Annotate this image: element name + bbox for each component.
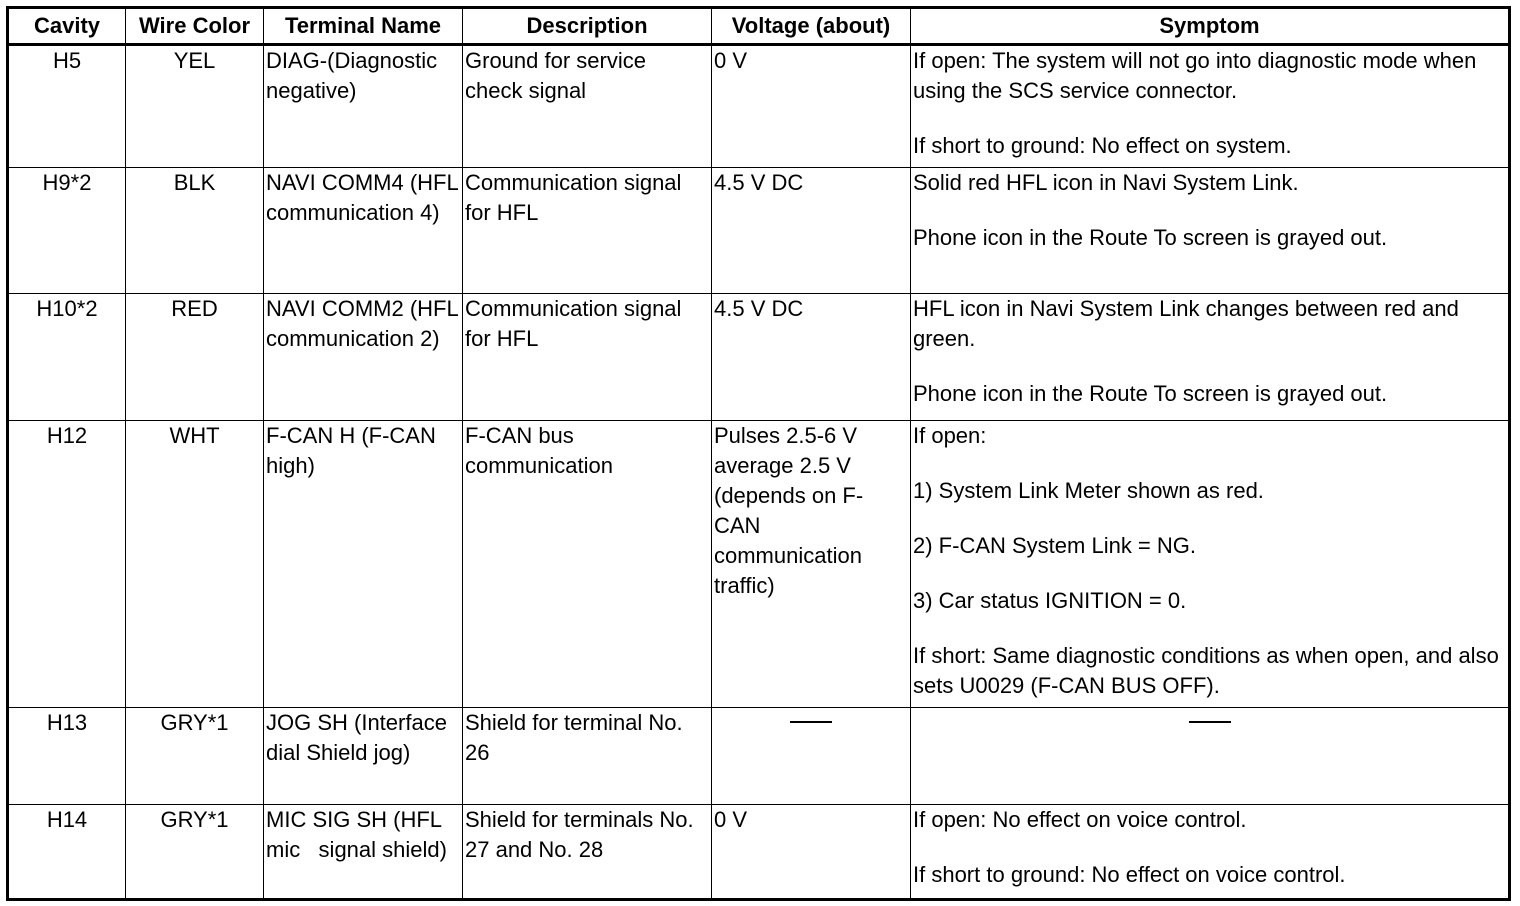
symptom-line: 3) Car status IGNITION = 0.	[913, 588, 1187, 613]
table-row	[8, 294, 1510, 421]
terminal-name-cell: JOG SH (Interface dial Shield jog)	[264, 708, 463, 805]
terminal-name-cell: DIAG-(Diagnostic negative)	[264, 45, 463, 168]
symptom-line: 1) System Link Meter shown as red.	[913, 478, 1264, 503]
wire-color-cell: BLK	[126, 168, 264, 294]
symptom-cell	[911, 294, 1510, 421]
symptom-cell	[911, 45, 1510, 168]
terminal-name-cell: MIC SIG SH (HFL mic signal shield)	[264, 805, 463, 900]
cavity-cell: H12	[8, 421, 126, 708]
description-cell: F-CAN bus communication	[463, 421, 712, 708]
voltage-cell: 4.5 V DC	[712, 294, 911, 421]
symptom-cell	[911, 708, 1510, 805]
header-row	[8, 8, 1510, 45]
not-applicable-dash	[1189, 721, 1231, 723]
cavity-cell: H14	[8, 805, 126, 900]
wire-color-cell: GRY*1	[126, 708, 264, 805]
symptom-line: Phone icon in the Route To screen is grayed out.	[913, 225, 1388, 250]
not-applicable-dash	[790, 721, 832, 723]
symptom-cell	[911, 168, 1510, 294]
header-cavity: Cavity	[8, 8, 126, 45]
cavity-cell: H9*2	[8, 168, 126, 294]
description-cell: Shield for terminal No. 26	[463, 708, 712, 805]
terminal-name-cell: NAVI COMM2 (HFL communication 2)	[264, 294, 463, 421]
cavity-cell: H5	[8, 45, 126, 168]
terminal-name-cell: NAVI COMM4 (HFL communication 4)	[264, 168, 463, 294]
wire-color-cell: GRY*1	[126, 805, 264, 900]
symptom-line: If short to ground: No effect on voice control.	[913, 862, 1346, 887]
voltage-cell: 4.5 V DC	[712, 168, 911, 294]
symptom-line: If open: The system will not go into diagnostic mode when using the SCS service connector.	[913, 48, 1477, 103]
symptom-line: If open:	[913, 423, 987, 448]
symptom-line: Phone icon in the Route To screen is grayed out.	[913, 381, 1388, 406]
cavity-cell: H13	[8, 708, 126, 805]
wire-color-cell: RED	[126, 294, 264, 421]
description-cell: Shield for terminals No. 27 and No. 28	[463, 805, 712, 900]
header-symptom: Symptom	[911, 8, 1510, 45]
terminal-name-cell: F-CAN H (F-CAN high)	[264, 421, 463, 708]
description-cell: Communication signal for HFL	[463, 294, 712, 421]
voltage-cell: 0 V	[712, 45, 911, 168]
cavity-cell: H10*2	[8, 294, 126, 421]
symptom-cell	[911, 421, 1510, 708]
table-row	[8, 421, 1510, 708]
symptom-line: If open: No effect on voice control.	[913, 807, 1247, 832]
header-terminal-name: Terminal Name	[264, 8, 463, 45]
voltage-cell: Pulses 2.5-6 V average 2.5 V (depends on F-CAN communication traffic)	[712, 421, 911, 708]
voltage-cell	[712, 708, 911, 805]
table-row	[8, 805, 1510, 900]
symptom-line: 2) F-CAN System Link = NG.	[913, 533, 1197, 558]
wire-color-cell: YEL	[126, 45, 264, 168]
symptom-line: HFL icon in Navi System Link changes between red and green.	[913, 296, 1459, 351]
symptom-line: If short to ground: No effect on system.	[913, 133, 1292, 158]
table-row	[8, 168, 1510, 294]
voltage-cell: 0 V	[712, 805, 911, 900]
symptom-cell	[911, 805, 1510, 900]
table-row	[8, 45, 1510, 168]
description-cell: Ground for service check signal	[463, 45, 712, 168]
description-cell: Communication signal for HFL	[463, 168, 712, 294]
header-voltage: Voltage (about)	[712, 8, 911, 45]
wire-color-cell: WHT	[126, 421, 264, 708]
symptom-line: If short: Same diagnostic conditions as when open, and also sets U0029 (F-CAN BUS OFF).	[913, 643, 1499, 698]
table-row	[8, 708, 1510, 805]
symptom-line: Solid red HFL icon in Navi System Link.	[913, 170, 1299, 195]
connector-terminal-table	[6, 6, 1511, 901]
header-description: Description	[463, 8, 712, 45]
header-wire-color: Wire Color	[126, 8, 264, 45]
